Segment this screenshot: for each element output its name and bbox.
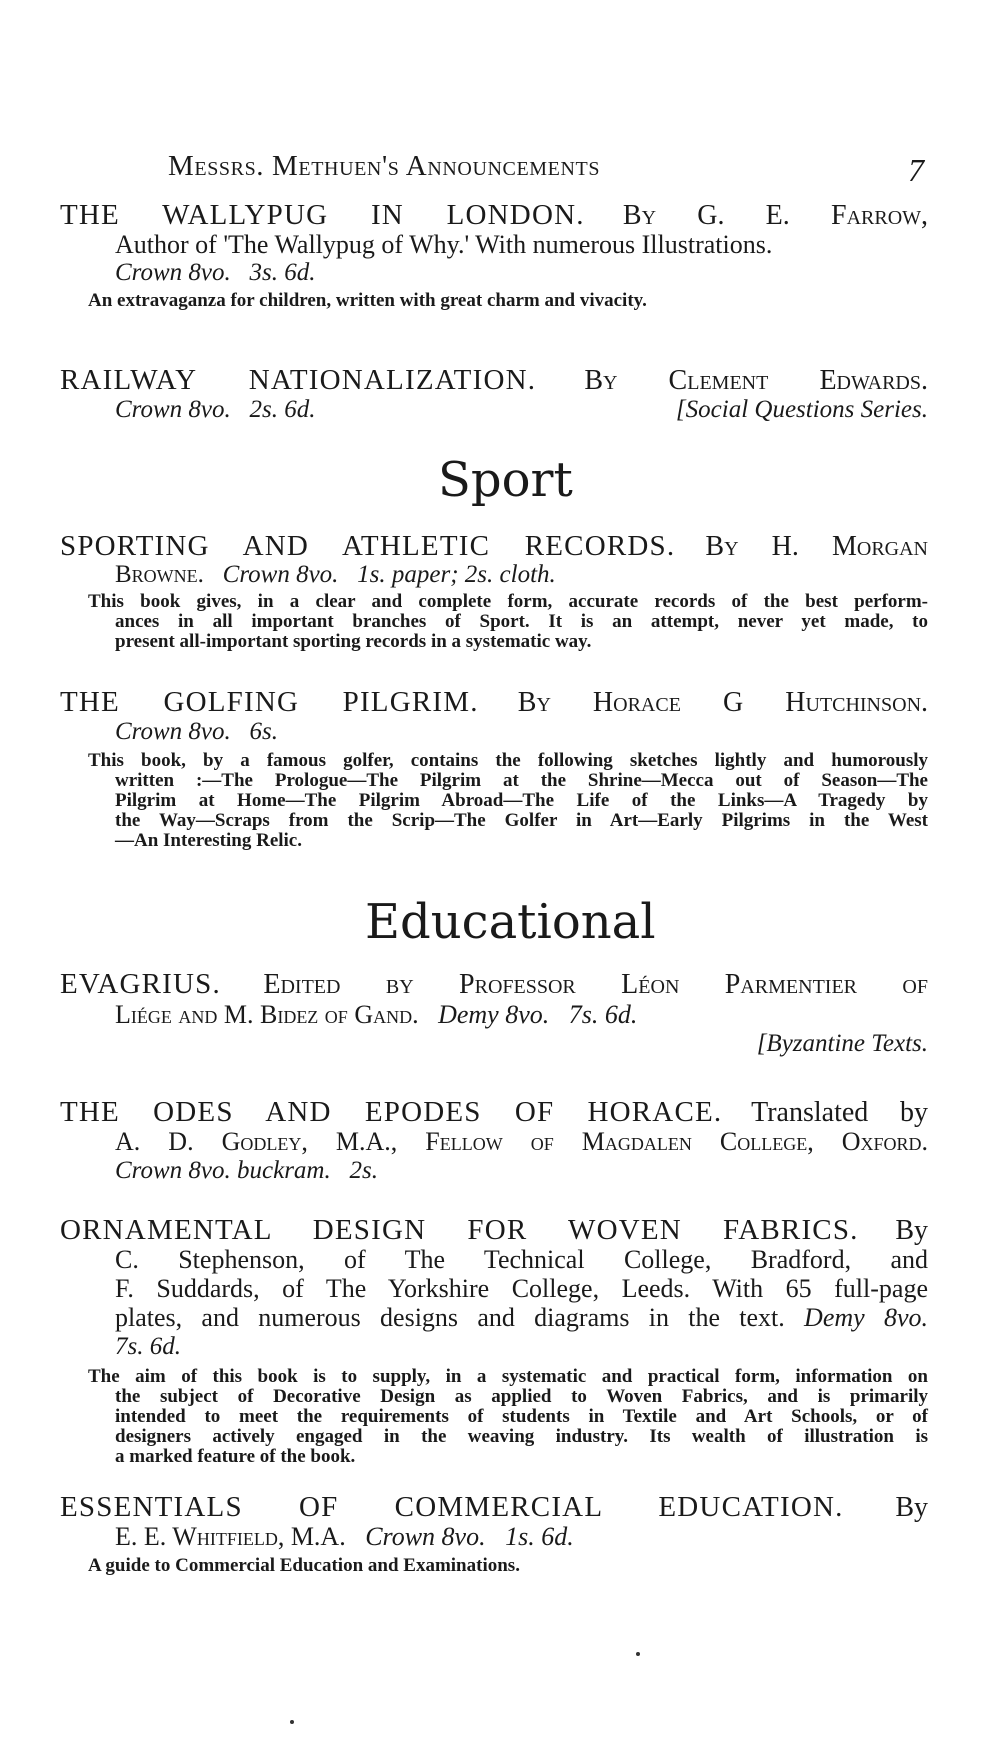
page-number: 7 (908, 152, 924, 188)
horace-format: Crown 8vo. buckram. (115, 1157, 331, 1184)
section-heading-educational: Educational (365, 894, 656, 950)
ornamental-body (115, 1245, 928, 1332)
ornamental-desc-line: The aim of this book is to supply, in a systematic and practical form, information on (88, 1366, 928, 1387)
golfing-title: THE GOLFING PILGRIM. (60, 686, 479, 718)
ornamental-line-with-format (115, 1303, 928, 1332)
section-heading-sport: Sport (438, 452, 573, 508)
evagrius-title-line (60, 968, 928, 1001)
golfing-price: 6s. (249, 718, 278, 745)
commercial-price: 1s. 6d. (505, 1522, 574, 1551)
ornamental-desc-line: intended to meet the requirements of students in Textile and Art Schools, or of (115, 1406, 928, 1427)
horace-price: 2s. (349, 1157, 378, 1184)
wallypug-title-line (60, 199, 928, 232)
sporting-price: 1s. paper; 2s. cloth. (357, 561, 556, 588)
running-head: Messrs. Methuen's Announcements (168, 150, 601, 182)
railway-title-line (60, 364, 928, 397)
sporting-price-line (115, 561, 556, 589)
sporting-desc-line: This book gives, in a clear and complete form, accurate records of the best perform- (88, 591, 928, 612)
print-speck (290, 1720, 294, 1724)
golfing-desc-line: Pilgrim at Home—The Pilgrim Abroad—The Life of the Links—A Tragedy by (115, 790, 928, 811)
sporting-author: By H. Morgan (705, 531, 928, 562)
commercial-description: A guide to Commercial Education and Examinations. (88, 1555, 520, 1576)
ornamental-line: C. Stephenson, of The Technical College, Bradford, and (115, 1245, 928, 1274)
wallypug-description: An extravaganza for children, written with great charm and vivacity. (88, 290, 647, 311)
sporting-format: Crown 8vo. (222, 561, 339, 588)
evagrius-title: EVAGRIUS. (60, 968, 221, 1000)
sporting-title-line (60, 530, 928, 563)
horace-line2-block (115, 1127, 928, 1157)
commercial-by: By (895, 1492, 929, 1523)
golfing-desc-line: This book, by a famous golfer, contains the following sketches lightly and humorously (88, 750, 928, 771)
evagrius-format: Demy 8vo. (438, 1000, 550, 1029)
commercial-author: E. E. Whitfield, M.A. (115, 1522, 346, 1551)
wallypug-author: By G. E. Farrow, (622, 200, 929, 231)
evagrius-line2 (115, 1000, 637, 1030)
print-speck (636, 1652, 640, 1656)
sporting-description (88, 592, 928, 652)
commercial-format: Crown 8vo. (365, 1522, 486, 1551)
ornamental-description (88, 1367, 928, 1467)
wallypug-line2: Author of 'The Wallypug of Why.' With numerous Illustrations. (115, 230, 773, 259)
wallypug-format: Crown 8vo. (115, 259, 231, 286)
sporting-title: SPORTING AND ATHLETIC RECORDS. (60, 530, 676, 562)
golfing-desc-line: the Way—Scraps from the Scrip—The Golfer in Art—Early Pilgrims in the West (115, 810, 928, 831)
wallypug-title: THE WALLYPUG IN LONDON. (60, 199, 585, 231)
evagrius-editors-cont: Liége and M. Bidez of Gand. (115, 1000, 419, 1029)
horace-title-line (60, 1096, 928, 1129)
golfing-description (88, 751, 928, 851)
sporting-desc-line: ances in all important branches of Sport. It is an attempt, never yet made, to (115, 611, 928, 632)
sporting-desc-line: present all-important sporting records in a systematic way. (115, 631, 592, 652)
ornamental-title-line (60, 1214, 928, 1247)
evagrius-price: 7s. 6d. (568, 1000, 638, 1029)
golfing-title-line (60, 686, 928, 719)
ornamental-title: ORNAMENTAL DESIGN FOR WOVEN FABRICS. (60, 1214, 859, 1246)
ornamental-line: F. Suddards, of The Yorkshire College, Leeds. With 65 full-page (115, 1274, 928, 1303)
commercial-title-line (60, 1491, 928, 1524)
horace-title: THE ODES AND EPODES OF HORACE. (60, 1096, 723, 1128)
horace-translator-label: Translated by (751, 1097, 929, 1128)
golfing-desc-line: —An Interesting Relic. (115, 830, 302, 851)
ornamental-price: 7s. 6d. (115, 1333, 181, 1360)
commercial-title: ESSENTIALS OF COMMERCIAL EDUCATION. (60, 1491, 844, 1523)
commercial-line2 (115, 1522, 574, 1552)
railway-title: RAILWAY NATIONALIZATION. (60, 364, 537, 396)
railway-author: By Clement Edwards. (584, 365, 928, 396)
ornamental-desc-line: the subject of Decorative Design as applied to Woven Fabrics, and is primarily (115, 1386, 928, 1407)
railway-price: 2s. 6d. (249, 396, 316, 423)
wallypug-price: 3s. 6d. (249, 259, 316, 286)
ornamental-desc-line: designers actively engaged in the weaving industry. Its wealth of illustration is (115, 1426, 928, 1447)
horace-line2: A. D. Godley, M.A., Fellow of Magdalen College, Oxford. (115, 1127, 928, 1156)
sporting-author-cont: Browne. (115, 561, 204, 588)
wallypug-price-line (115, 259, 315, 287)
evagrius-editor: Edited by Professor Léon Parmentier of (263, 969, 929, 1000)
evagrius-series: [Byzantine Texts. (756, 1030, 928, 1057)
golfing-desc-line: written :—The Prologue—The Pilgrim at the Shrine—Mecca out of Season—The (115, 770, 928, 791)
railway-price-line (115, 396, 315, 424)
ornamental-line: plates, and numerous designs and diagrams in the text. (115, 1303, 785, 1332)
ornamental-by: By (895, 1215, 929, 1246)
ornamental-format: Demy 8vo. (804, 1303, 928, 1332)
horace-price-line (115, 1157, 378, 1185)
railway-series: [Social Questions Series. (675, 396, 928, 423)
golfing-author: By Horace G Hutchinson. (517, 687, 929, 718)
golfing-price-line (115, 718, 278, 746)
ornamental-desc-line: a marked feature of the book. (115, 1446, 356, 1467)
railway-format: Crown 8vo. (115, 396, 231, 423)
golfing-format: Crown 8vo. (115, 718, 231, 745)
